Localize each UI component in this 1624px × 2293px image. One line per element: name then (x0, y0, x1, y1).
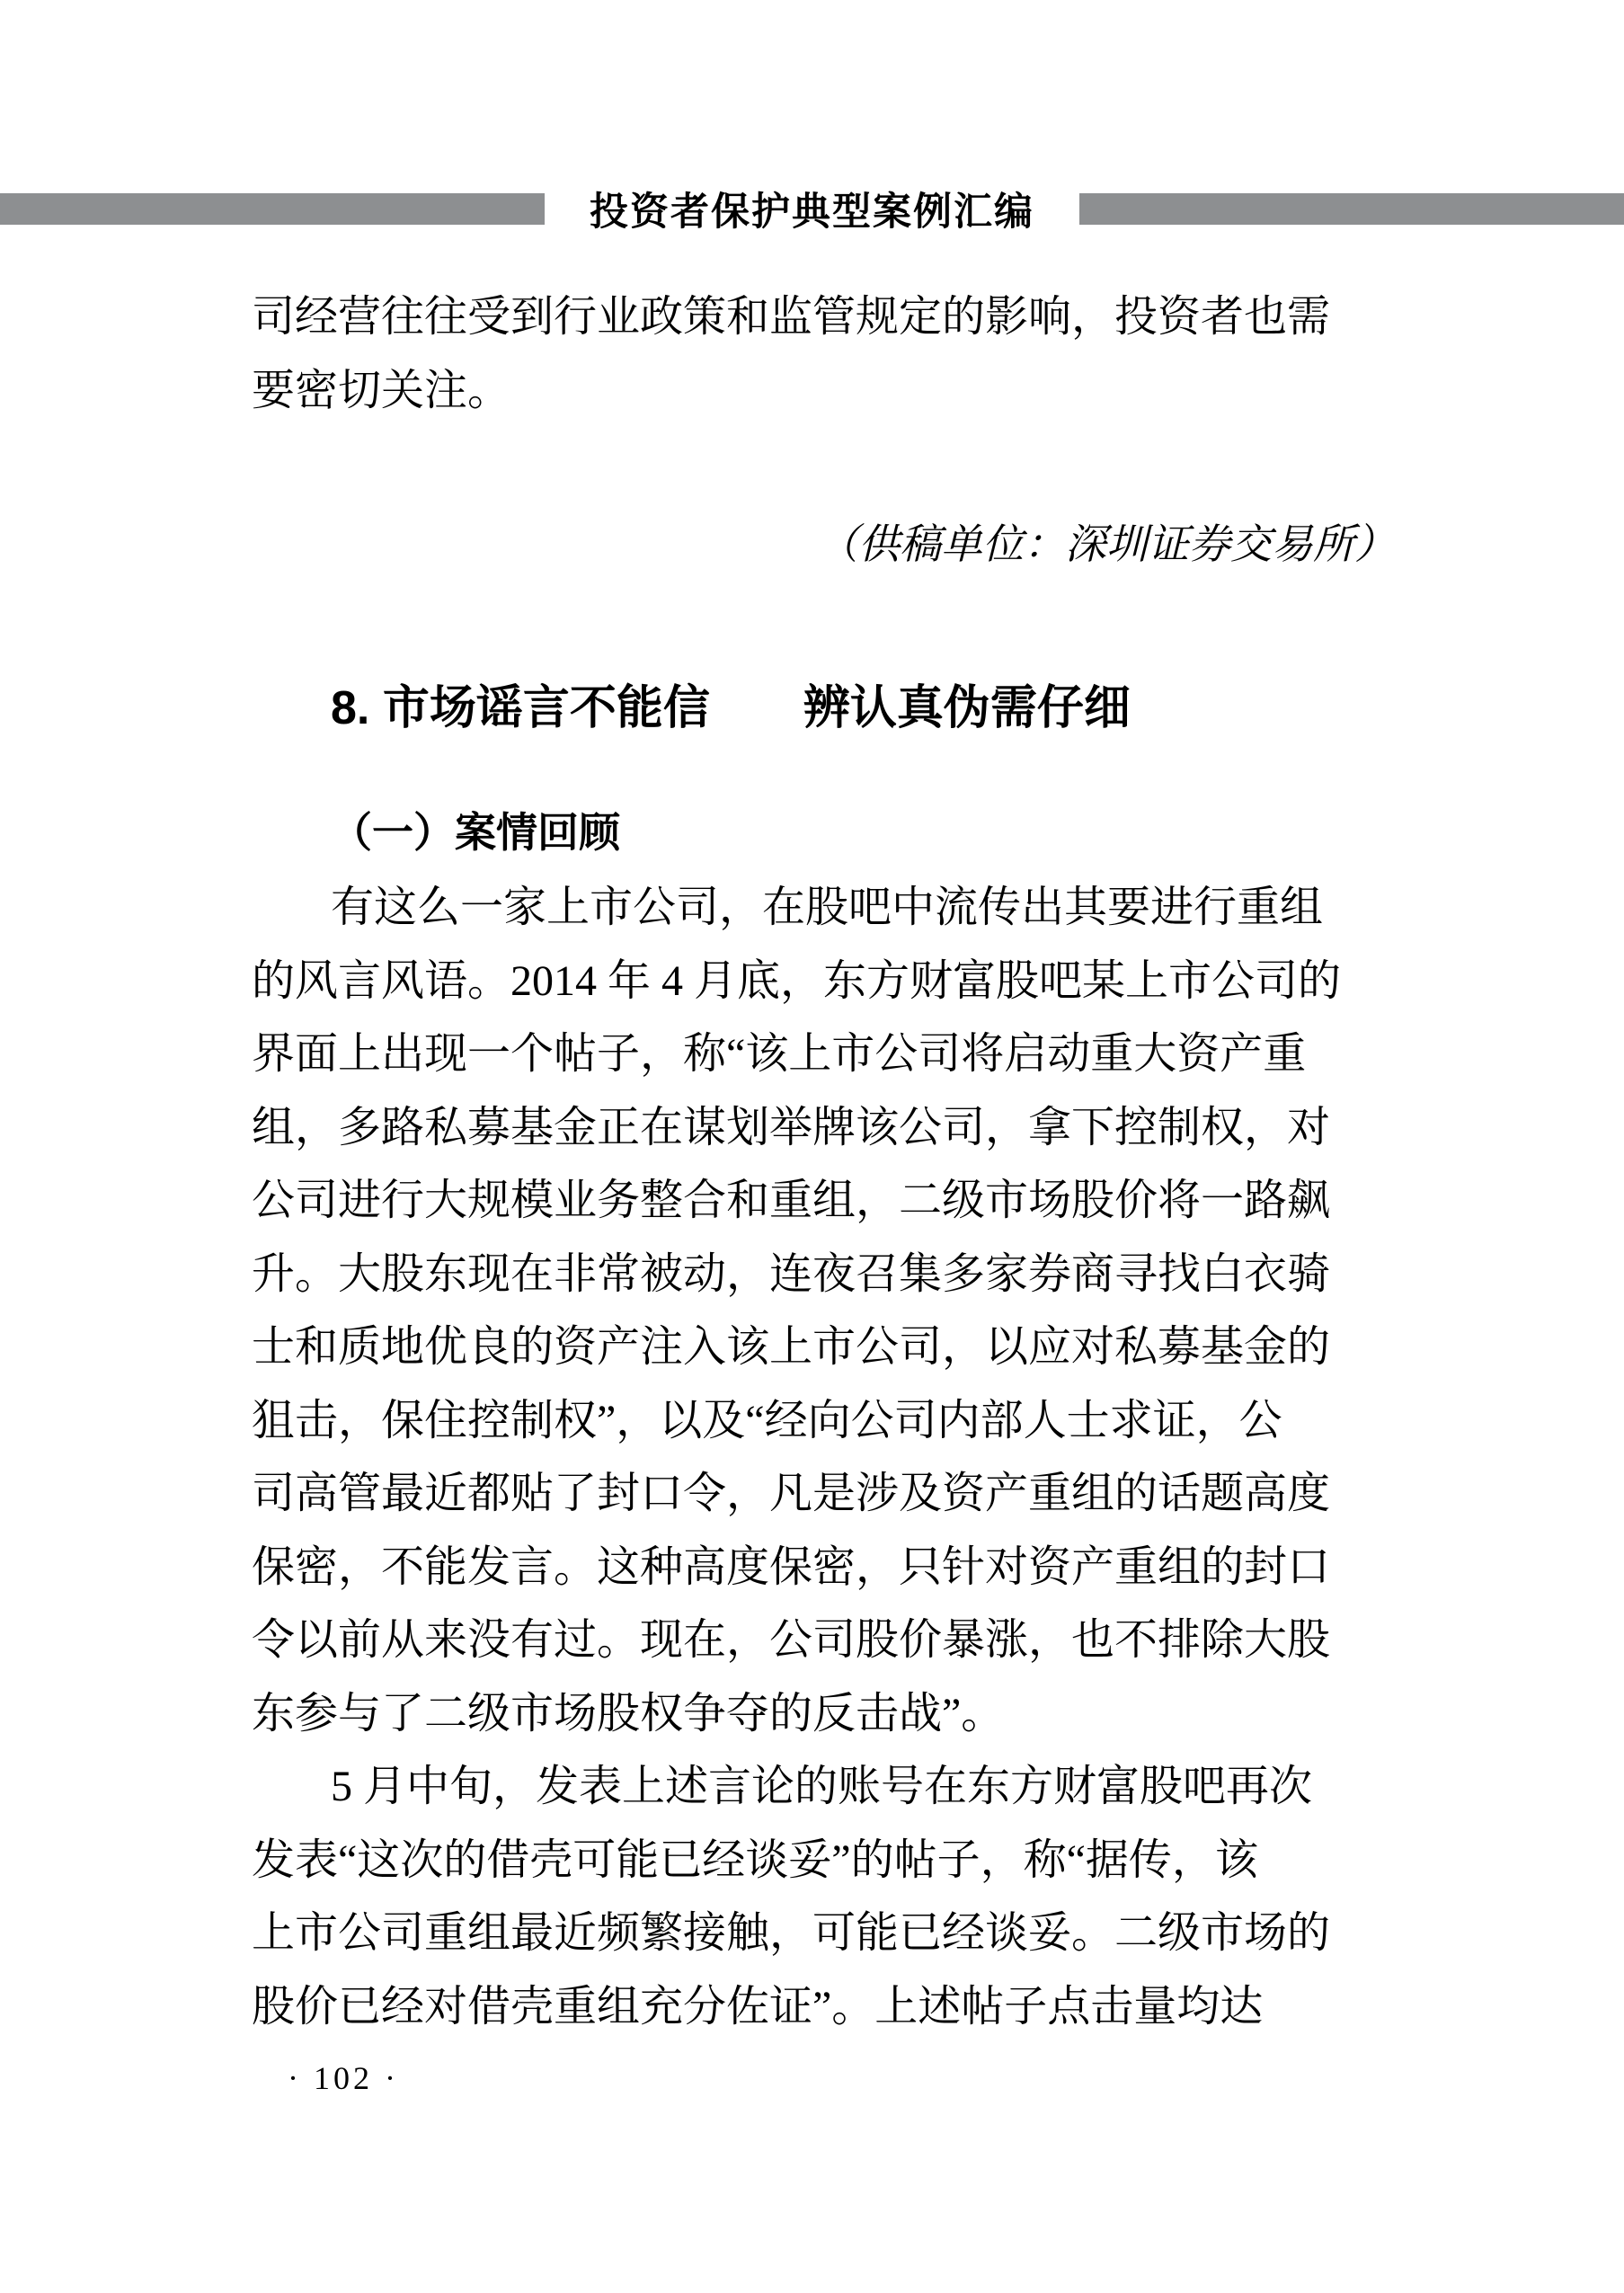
text-line: 有这么一家上市公司，在股吧中流传出其要进行重组 (331, 884, 1324, 931)
text-line: 股价已经对借壳重组充分佐证”。上述帖子点击量均达 (252, 1982, 1264, 2031)
text-line: 界面上出现一个帖子，称“该上市公司将启动重大资产重 (252, 1030, 1307, 1078)
text-line: 5 月中旬，发表上述言论的账号在东方财富股吧再次 (331, 1763, 1313, 1810)
text-line: 令以前从来没有过。现在，公司股价暴涨，也不排除大股 (252, 1616, 1331, 1664)
text-line: 的风言风语。2014 年 4 月底，东方财富股吧某上市公司的 (252, 956, 1342, 1005)
text-line: 发表“这次的借壳可能已经谈妥”的帖子，称“据传，该 (252, 1835, 1258, 1884)
running-header (0, 189, 1624, 234)
header-rule-left (0, 193, 545, 225)
text-line: 公司进行大规模业务整合和重组，二级市场股价将一路飙 (252, 1177, 1331, 1224)
text-line: 上市公司重组最近频繁接触，可能已经谈妥。二级市场的 (252, 1909, 1331, 1957)
text-line: 士和质地优良的资产注入该上市公司，以应对私募基金的 (252, 1323, 1331, 1371)
text-line: 东参与了二级市场股权争夺的反击战”。 (252, 1689, 1005, 1738)
attribution-text: （供稿单位：深圳证券交易所） (817, 521, 1396, 567)
text-line: 升。大股东现在非常被动，连夜召集多家券商寻找白衣骑 (252, 1249, 1331, 1298)
header-rule-right (1079, 193, 1624, 225)
running-title: 投资者保护典型案例汇编 (590, 190, 1034, 234)
section-heading: 8. 市场谣言不能信 辨认真伪需仔细 (331, 682, 1131, 734)
intro-continuation-paragraph (252, 280, 1396, 427)
text-line: 要密切关注。 (252, 366, 511, 414)
body-text (252, 871, 1396, 2043)
text-line: 狙击，保住控制权”，以及“经向公司内部人士求证，公 (252, 1396, 1282, 1444)
text-line: 保密，不能发言。这种高度保密，只针对资产重组的封口 (252, 1542, 1331, 1591)
text-line: 司高管最近都贴了封口令，凡是涉及资产重组的话题高度 (252, 1470, 1331, 1517)
text-line: 组，多路私募基金正在谋划举牌该公司，拿下控制权，对 (252, 1103, 1331, 1151)
attribution-line (252, 509, 1396, 581)
subsection-heading: （一）案情回顾 (331, 809, 620, 856)
text-line: 司经营往往受到行业政策和监管规定的影响，投资者也需 (252, 293, 1331, 341)
page-number: · 102 · (288, 2060, 399, 2096)
